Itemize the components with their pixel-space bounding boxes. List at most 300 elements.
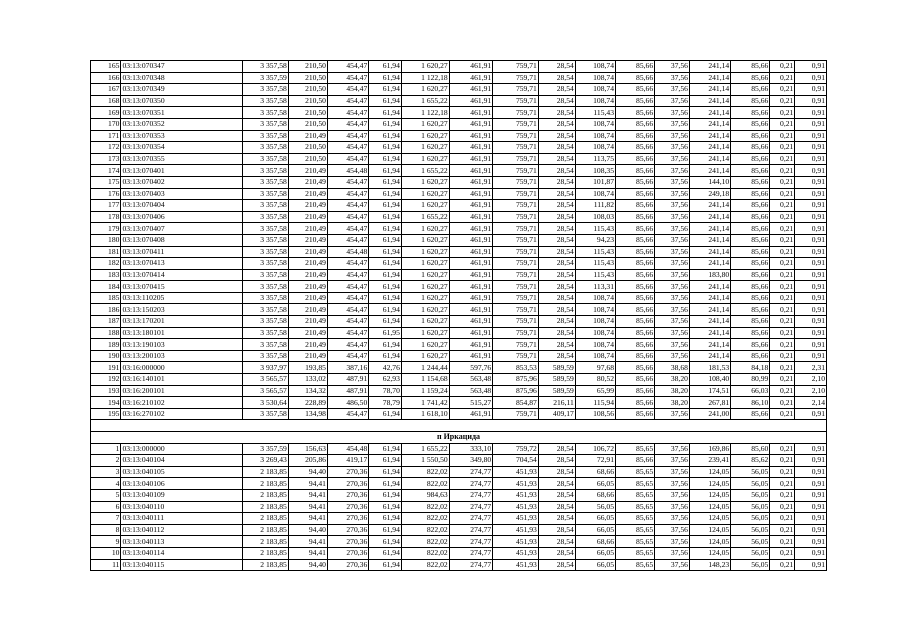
row-number: 179	[91, 223, 121, 235]
value-cell: 97,68	[575, 362, 615, 374]
table-row	[91, 246, 827, 258]
value-cell: 3 357,58	[243, 327, 289, 339]
value-cell: 85,66	[731, 165, 770, 177]
value-cell: 241,14	[689, 130, 730, 142]
value-cell: 108,74	[575, 327, 615, 339]
value-cell: 85,66	[616, 142, 655, 154]
value-cell: 84,18	[731, 362, 770, 374]
value-cell: 3 357,58	[243, 165, 289, 177]
value-cell: 3 565,57	[243, 374, 289, 386]
value-cell: 0,21	[770, 327, 795, 339]
value-cell: 0,21	[770, 153, 795, 165]
value-cell: 85,66	[616, 153, 655, 165]
value-cell: 101,87	[575, 176, 615, 188]
value-cell: 61,94	[369, 339, 402, 351]
value-cell: 1 620,27	[401, 258, 449, 270]
value-cell: 759,71	[493, 165, 539, 177]
value-cell: 241,14	[689, 327, 730, 339]
value-cell: 3 357,58	[243, 292, 289, 304]
value-cell: 759,71	[493, 350, 539, 362]
value-cell: 0,21	[770, 211, 795, 223]
value-cell: 759,71	[493, 61, 539, 73]
value-cell: 108,35	[575, 165, 615, 177]
value-cell: 3 357,58	[243, 153, 289, 165]
value-cell: 759,71	[493, 188, 539, 200]
value-cell: 241,14	[689, 107, 730, 119]
value-cell: 61,95	[369, 327, 402, 339]
value-cell: 241,14	[689, 234, 730, 246]
value-cell: 80,52	[575, 374, 615, 386]
value-cell: 37,56	[655, 258, 690, 270]
cadastral-code: 03:13:070354	[121, 142, 243, 154]
value-cell: 28,54	[538, 95, 575, 107]
value-cell: 66,05	[575, 478, 615, 490]
value-cell: 241,14	[689, 211, 730, 223]
value-cell: 759,71	[493, 258, 539, 270]
value-cell: 38,20	[655, 397, 690, 409]
value-cell: 61,94	[369, 559, 402, 571]
value-cell: 1 741,42	[401, 397, 449, 409]
value-cell: 85,66	[731, 200, 770, 212]
value-cell: 61,94	[369, 176, 402, 188]
row-number: 8	[91, 524, 121, 536]
value-cell: 85,66	[731, 107, 770, 119]
value-cell: 38,20	[655, 385, 690, 397]
value-cell: 108,74	[575, 130, 615, 142]
value-cell: 113,75	[575, 153, 615, 165]
value-cell: 37,56	[655, 489, 690, 501]
cadastral-code: 03:13:040113	[121, 536, 243, 548]
value-cell: 451,93	[493, 513, 539, 525]
row-number: 174	[91, 165, 121, 177]
value-cell: 94,41	[288, 536, 327, 548]
row-number: 189	[91, 339, 121, 351]
row-number: 185	[91, 292, 121, 304]
value-cell: 454,47	[327, 95, 368, 107]
value-cell: 85,66	[731, 223, 770, 235]
value-cell: 3 357,59	[243, 443, 289, 455]
value-cell: 1 620,27	[401, 304, 449, 316]
value-cell: 108,74	[575, 61, 615, 73]
value-cell: 85,65	[616, 513, 655, 525]
value-cell: 1 655,22	[401, 165, 449, 177]
value-cell: 66,05	[575, 559, 615, 571]
value-cell: 2,14	[795, 397, 827, 409]
section-title: п Иркацида	[91, 432, 827, 444]
value-cell: 589,59	[538, 385, 575, 397]
value-cell: 454,47	[327, 107, 368, 119]
value-cell: 37,56	[655, 536, 690, 548]
table-row	[91, 316, 827, 328]
row-number: 11	[91, 559, 121, 571]
value-cell: 85,66	[616, 455, 655, 467]
value-cell: 241,14	[689, 223, 730, 235]
cadastral-code: 03:13:070401	[121, 165, 243, 177]
value-cell: 2 183,85	[243, 559, 289, 571]
value-cell: 28,54	[538, 258, 575, 270]
table-row	[91, 350, 827, 362]
value-cell: 124,05	[689, 478, 730, 490]
value-cell: 210,49	[288, 223, 327, 235]
value-cell: 85,66	[731, 118, 770, 130]
value-cell: 274,77	[449, 524, 492, 536]
value-cell: 134,98	[288, 408, 327, 420]
value-cell: 169,86	[689, 443, 730, 455]
value-cell: 0,21	[770, 559, 795, 571]
value-cell: 274,77	[449, 559, 492, 571]
value-cell: 37,56	[655, 107, 690, 119]
value-cell: 210,50	[288, 84, 327, 96]
value-cell: 454,47	[327, 269, 368, 281]
value-cell: 454,47	[327, 84, 368, 96]
value-cell: 183,80	[689, 269, 730, 281]
value-cell: 0,91	[795, 142, 827, 154]
row-number: 9	[91, 536, 121, 548]
value-cell: 461,91	[449, 408, 492, 420]
value-cell: 461,91	[449, 269, 492, 281]
cadastral-code: 03:13:070408	[121, 234, 243, 246]
value-cell: 85,66	[731, 350, 770, 362]
cadastral-code: 03:13:070413	[121, 258, 243, 270]
value-cell: 210,50	[288, 142, 327, 154]
row-number: 175	[91, 176, 121, 188]
value-cell: 451,93	[493, 536, 539, 548]
value-cell: 94,41	[288, 501, 327, 513]
value-cell: 0,91	[795, 188, 827, 200]
value-cell: 0,21	[770, 362, 795, 374]
value-cell: 124,05	[689, 547, 730, 559]
cadastral-code: 03:13:070415	[121, 281, 243, 293]
value-cell: 0,21	[770, 142, 795, 154]
value-cell: 85,66	[616, 281, 655, 293]
value-cell: 68,66	[575, 489, 615, 501]
value-cell: 1 620,27	[401, 61, 449, 73]
cadastral-code: 03:13:040110	[121, 501, 243, 513]
value-cell: 0,21	[770, 408, 795, 420]
cadastral-code: 03:13:070411	[121, 246, 243, 258]
value-cell: 759,71	[493, 200, 539, 212]
value-cell: 1 655,22	[401, 95, 449, 107]
value-cell: 61,94	[369, 142, 402, 154]
value-cell: 85,66	[616, 72, 655, 84]
value-cell: 3 937,97	[243, 362, 289, 374]
value-cell: 0,91	[795, 258, 827, 270]
value-cell: 28,54	[538, 466, 575, 478]
value-cell: 66,03	[731, 385, 770, 397]
value-cell: 3 565,57	[243, 385, 289, 397]
value-cell: 28,54	[538, 72, 575, 84]
value-cell: 0,21	[770, 165, 795, 177]
value-cell: 28,54	[538, 281, 575, 293]
value-cell: 94,41	[288, 489, 327, 501]
cadastral-code: 03:13:000000	[121, 443, 243, 455]
value-cell: 28,54	[538, 223, 575, 235]
value-cell: 0,91	[795, 408, 827, 420]
value-cell: 37,56	[655, 292, 690, 304]
value-cell: 0,91	[795, 513, 827, 525]
value-cell: 210,49	[288, 188, 327, 200]
value-cell: 515,27	[449, 397, 492, 409]
value-cell: 61,94	[369, 246, 402, 258]
value-cell: 108,74	[575, 188, 615, 200]
value-cell: 1 655,22	[401, 211, 449, 223]
value-cell: 274,77	[449, 489, 492, 501]
row-number: 182	[91, 258, 121, 270]
value-cell: 94,41	[288, 478, 327, 490]
value-cell: 28,54	[538, 61, 575, 73]
value-cell: 85,65	[616, 501, 655, 513]
value-cell: 3 357,58	[243, 269, 289, 281]
value-cell: 451,93	[493, 524, 539, 536]
value-cell: 0,21	[770, 292, 795, 304]
table-row	[91, 536, 827, 548]
value-cell: 61,94	[369, 501, 402, 513]
value-cell: 108,74	[575, 316, 615, 328]
value-cell: 124,05	[689, 489, 730, 501]
value-cell: 108,74	[575, 350, 615, 362]
value-cell: 108,74	[575, 304, 615, 316]
value-cell: 0,91	[795, 292, 827, 304]
value-cell: 1 620,27	[401, 350, 449, 362]
value-cell: 133,02	[288, 374, 327, 386]
value-cell: 28,54	[538, 501, 575, 513]
value-cell: 61,94	[369, 478, 402, 490]
value-cell: 454,47	[327, 292, 368, 304]
value-cell: 2,10	[795, 385, 827, 397]
value-cell: 28,54	[538, 176, 575, 188]
value-cell: 108,40	[689, 374, 730, 386]
value-cell: 0,21	[770, 246, 795, 258]
value-cell: 85,65	[616, 478, 655, 490]
value-cell: 28,54	[538, 234, 575, 246]
value-cell: 0,91	[795, 200, 827, 212]
value-cell: 210,49	[288, 327, 327, 339]
value-cell: 37,56	[655, 478, 690, 490]
value-cell: 61,94	[369, 350, 402, 362]
value-cell: 454,47	[327, 153, 368, 165]
value-cell: 28,54	[538, 118, 575, 130]
value-cell: 0,91	[795, 443, 827, 455]
value-cell: 274,77	[449, 466, 492, 478]
value-cell: 704,54	[493, 455, 539, 467]
value-cell: 454,47	[327, 118, 368, 130]
value-cell: 210,49	[288, 165, 327, 177]
value-cell: 85,66	[731, 339, 770, 351]
value-cell: 3 530,64	[243, 397, 289, 409]
value-cell: 451,93	[493, 489, 539, 501]
value-cell: 0,21	[770, 536, 795, 548]
value-cell: 85,66	[731, 292, 770, 304]
value-cell: 72,91	[575, 455, 615, 467]
value-cell: 241,14	[689, 316, 730, 328]
value-cell: 37,56	[655, 408, 690, 420]
value-cell: 1 159,24	[401, 385, 449, 397]
value-cell: 3 357,58	[243, 176, 289, 188]
value-cell: 85,66	[616, 304, 655, 316]
value-cell: 37,56	[655, 501, 690, 513]
value-cell: 42,76	[369, 362, 402, 374]
value-cell: 759,72	[493, 443, 539, 455]
document-page	[90, 60, 827, 571]
value-cell: 241,14	[689, 304, 730, 316]
value-cell: 38,68	[655, 362, 690, 374]
value-cell: 61,94	[369, 211, 402, 223]
value-cell: 1 620,27	[401, 130, 449, 142]
value-cell: 37,56	[655, 304, 690, 316]
value-cell: 0,21	[770, 269, 795, 281]
value-cell: 210,49	[288, 292, 327, 304]
value-cell: 3 357,58	[243, 211, 289, 223]
cadastral-code: 03:13:040111	[121, 513, 243, 525]
value-cell: 759,71	[493, 316, 539, 328]
value-cell: 0,91	[795, 559, 827, 571]
value-cell: 37,56	[655, 223, 690, 235]
value-cell: 0,21	[770, 304, 795, 316]
value-cell: 85,66	[731, 281, 770, 293]
row-number: 1	[91, 443, 121, 455]
value-cell: 0,21	[770, 513, 795, 525]
row-number: 176	[91, 188, 121, 200]
value-cell: 124,05	[689, 536, 730, 548]
value-cell: 267,81	[689, 397, 730, 409]
table-row	[91, 327, 827, 339]
value-cell: 1 550,50	[401, 455, 449, 467]
value-cell: 85,66	[616, 350, 655, 362]
table-row	[91, 200, 827, 212]
value-cell: 3 357,58	[243, 118, 289, 130]
value-cell: 85,66	[616, 95, 655, 107]
value-cell: 85,66	[731, 234, 770, 246]
value-cell: 274,77	[449, 513, 492, 525]
row-number: 5	[91, 489, 121, 501]
table-row	[91, 165, 827, 177]
value-cell: 563,48	[449, 374, 492, 386]
value-cell: 37,56	[655, 84, 690, 96]
value-cell: 241,14	[689, 281, 730, 293]
value-cell: 2 183,85	[243, 478, 289, 490]
value-cell: 210,49	[288, 258, 327, 270]
value-cell: 108,74	[575, 292, 615, 304]
value-cell: 61,94	[369, 130, 402, 142]
value-cell: 454,47	[327, 130, 368, 142]
value-cell: 241,14	[689, 165, 730, 177]
value-cell: 1 620,27	[401, 281, 449, 293]
value-cell: 85,66	[616, 397, 655, 409]
value-cell: 241,14	[689, 142, 730, 154]
table-row	[91, 304, 827, 316]
table-row	[91, 281, 827, 293]
cadastral-code: 03:13:070404	[121, 200, 243, 212]
value-cell: 28,54	[538, 304, 575, 316]
value-cell: 37,56	[655, 200, 690, 212]
value-cell: 37,56	[655, 130, 690, 142]
value-cell: 28,54	[538, 489, 575, 501]
value-cell: 37,56	[655, 142, 690, 154]
value-cell: 210,50	[288, 118, 327, 130]
value-cell: 454,47	[327, 61, 368, 73]
value-cell: 589,59	[538, 374, 575, 386]
cadastral-code: 03:13:070347	[121, 61, 243, 73]
table-row	[91, 339, 827, 351]
value-cell: 759,71	[493, 95, 539, 107]
value-cell: 1 620,27	[401, 339, 449, 351]
value-cell: 270,36	[327, 489, 368, 501]
value-cell: 270,36	[327, 513, 368, 525]
value-cell: 270,36	[327, 478, 368, 490]
value-cell: 37,56	[655, 547, 690, 559]
value-cell: 563,48	[449, 385, 492, 397]
value-cell: 85,66	[731, 304, 770, 316]
value-cell: 61,94	[369, 466, 402, 478]
value-cell: 759,71	[493, 130, 539, 142]
table-row	[91, 211, 827, 223]
value-cell: 85,60	[731, 443, 770, 455]
value-cell: 28,54	[538, 165, 575, 177]
value-cell: 451,93	[493, 547, 539, 559]
value-cell: 85,66	[616, 176, 655, 188]
row-number: 191	[91, 362, 121, 374]
value-cell: 1 620,27	[401, 188, 449, 200]
value-cell: 759,71	[493, 292, 539, 304]
value-cell: 61,94	[369, 153, 402, 165]
value-cell: 1 122,18	[401, 72, 449, 84]
value-cell: 61,94	[369, 72, 402, 84]
value-cell: 1 122,18	[401, 107, 449, 119]
value-cell: 210,49	[288, 304, 327, 316]
value-cell: 461,91	[449, 118, 492, 130]
value-cell: 1 620,27	[401, 223, 449, 235]
value-cell: 85,65	[616, 489, 655, 501]
value-cell: 85,66	[616, 374, 655, 386]
value-cell: 113,31	[575, 281, 615, 293]
value-cell: 0,91	[795, 118, 827, 130]
value-cell: 1 655,22	[401, 443, 449, 455]
value-cell: 0,21	[770, 547, 795, 559]
value-cell: 0,91	[795, 489, 827, 501]
value-cell: 61,94	[369, 61, 402, 73]
value-cell: 28,54	[538, 513, 575, 525]
value-cell: 61,94	[369, 234, 402, 246]
value-cell: 37,56	[655, 118, 690, 130]
value-cell: 1 620,27	[401, 142, 449, 154]
table-row	[91, 107, 827, 119]
row-number: 183	[91, 269, 121, 281]
value-cell: 108,74	[575, 95, 615, 107]
value-cell: 85,66	[616, 316, 655, 328]
table-row	[91, 118, 827, 130]
value-cell: 85,66	[731, 211, 770, 223]
value-cell: 274,77	[449, 536, 492, 548]
value-cell: 3 357,58	[243, 107, 289, 119]
value-cell: 0,21	[770, 350, 795, 362]
value-cell: 61,94	[369, 281, 402, 293]
value-cell: 0,21	[770, 258, 795, 270]
row-number: 178	[91, 211, 121, 223]
value-cell: 61,94	[369, 95, 402, 107]
value-cell: 0,91	[795, 176, 827, 188]
value-cell: 115,43	[575, 246, 615, 258]
value-cell: 85,66	[616, 84, 655, 96]
table-row	[91, 547, 827, 559]
cadastral-code: 03:16:140101	[121, 374, 243, 386]
cadastral-code: 03:13:180101	[121, 327, 243, 339]
row-number: 184	[91, 281, 121, 293]
value-cell: 0,91	[795, 130, 827, 142]
value-cell: 56,05	[731, 501, 770, 513]
value-cell: 61,94	[369, 513, 402, 525]
value-cell: 1 620,27	[401, 118, 449, 130]
cadastral-code: 03:13:200103	[121, 350, 243, 362]
